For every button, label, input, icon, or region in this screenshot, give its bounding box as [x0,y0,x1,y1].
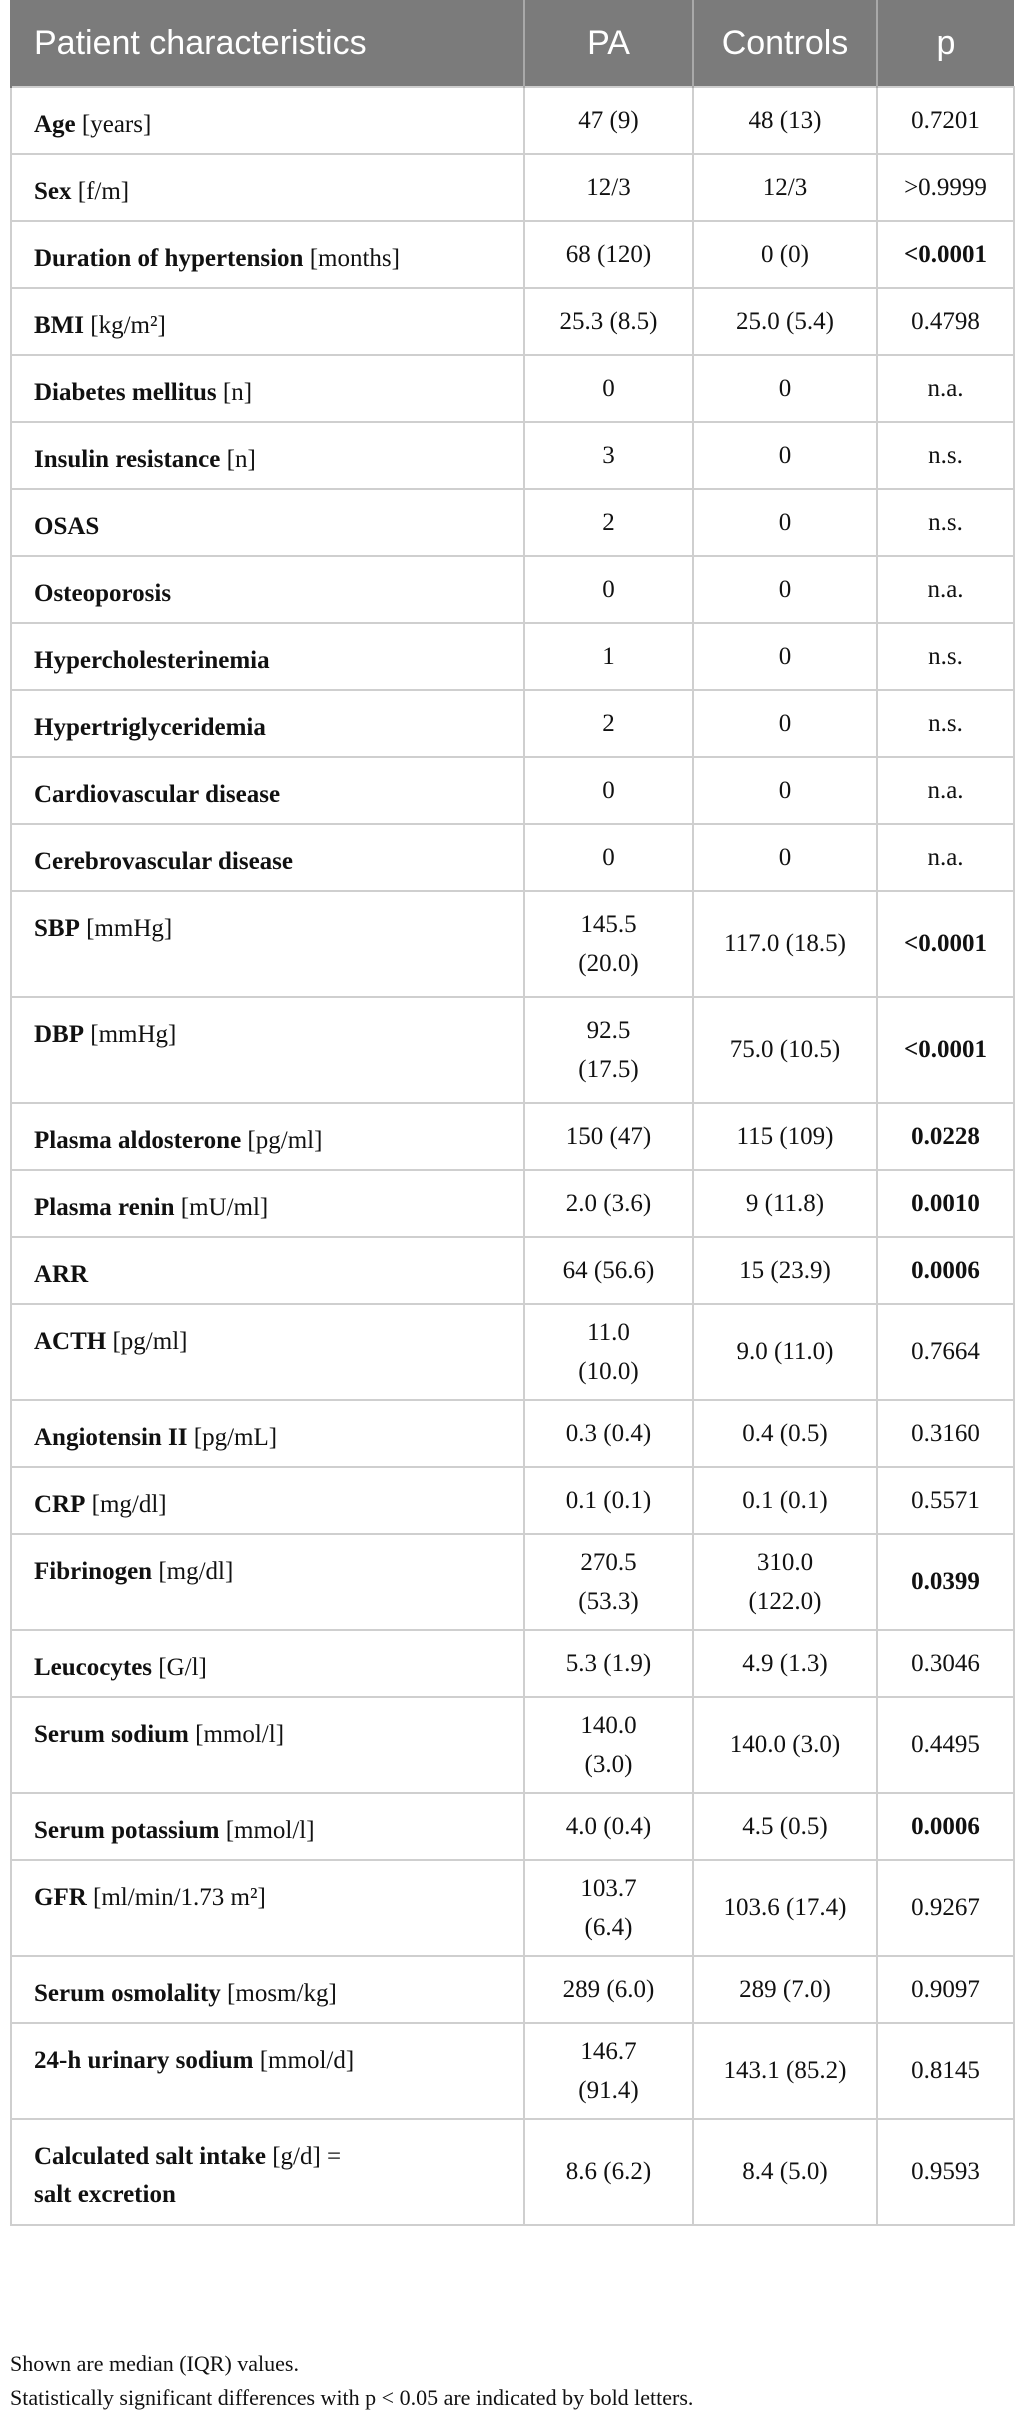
pa-value: 68 (120) [524,221,693,288]
pa-value: 5.3 (1.9) [524,1630,693,1697]
table-row [11,1237,1014,1304]
pa-value: 92.5 (17.5) [524,997,693,1103]
pa-value: 0.3 (0.4) [524,1400,693,1467]
controls-value: 48 (13) [693,87,877,154]
p-value: 0.3160 [877,1400,1014,1467]
row-name: CRP [34,1491,86,1518]
pa-value: 0 [524,824,693,891]
row-label [11,1170,524,1237]
row-name: Fibrinogen [34,1558,153,1585]
controls-value: 117.0 (18.5) [693,891,877,997]
header-controls: Controls [693,0,877,87]
row-unit: [mmHg] [90,1021,177,1048]
controls-value: 9.0 (11.0) [693,1304,877,1400]
row-name: Hypercholesterinemia [34,647,270,674]
row-name: ACTH [34,1328,107,1355]
p-value: 0.9097 [877,1956,1014,2023]
pa-value: 47 (9) [524,87,693,154]
p-value: 0.7664 [877,1304,1014,1400]
pa-value: 0.1 (0.1) [524,1467,693,1534]
controls-value: 15 (23.9) [693,1237,877,1304]
row-label [11,757,524,824]
row-label [11,1630,524,1697]
row-name: Osteoporosis [34,580,172,607]
row-unit: [n] [222,379,253,406]
row-label [11,1467,524,1534]
table-row [11,757,1014,824]
table-row [11,355,1014,422]
p-value: 0.4798 [877,288,1014,355]
row-label [11,997,524,1103]
pa-value: 25.3 (8.5) [524,288,693,355]
controls-value: 0 [693,489,877,556]
pa-value: 0 [524,556,693,623]
table-row [11,1400,1014,1467]
row-unit: [mg/dl] [91,1491,167,1518]
row-label [11,1697,524,1793]
table-row [11,154,1014,221]
row-name: Insulin resistance [34,446,221,473]
row-unit: [G/l] [158,1654,207,1681]
pa-value: 2 [524,690,693,757]
controls-value: 4.9 (1.3) [693,1630,877,1697]
p-value: 0.0006 [877,1237,1014,1304]
row-name: BMI [34,312,84,339]
row-label [11,2023,524,2119]
controls-value: 8.4 (5.0) [693,2119,877,2225]
table-row [11,221,1014,288]
pa-value: 11.0 (10.0) [524,1304,693,1400]
table-row [11,1697,1014,1793]
controls-value: 0 [693,623,877,690]
controls-value: 115 (109) [693,1103,877,1170]
p-value: <0.0001 [877,221,1014,288]
table-row [11,1630,1014,1697]
row-label [11,690,524,757]
row-label [11,87,524,154]
pa-value: 150 (47) [524,1103,693,1170]
table-row [11,997,1014,1103]
row-unit: [g/d] = [272,2143,342,2170]
row-label [11,154,524,221]
controls-value: 0.1 (0.1) [693,1467,877,1534]
pa-value: 4.0 (0.4) [524,1793,693,1860]
pa-value: 270.5 (53.3) [524,1534,693,1630]
row-unit: [mg/dl] [158,1558,234,1585]
table-row [11,1793,1014,1860]
p-value: n.s. [877,422,1014,489]
row-name: Leucocytes [34,1654,153,1681]
controls-value: 0 (0) [693,221,877,288]
row-unit: [mmol/l] [195,1721,285,1748]
row-unit: [mosm/kg] [227,1980,337,2007]
p-value: <0.0001 [877,997,1014,1103]
row-label [11,1237,524,1304]
header-patient-characteristics: Patient characteristics [11,0,524,87]
pa-value: 64 (56.6) [524,1237,693,1304]
row-name: GFR [34,1884,87,1911]
table-row [11,1534,1014,1630]
table-row [11,87,1014,154]
p-value: n.s. [877,489,1014,556]
row-name: Diabetes mellitus [34,379,217,406]
controls-value: 103.6 (17.4) [693,1860,877,1956]
p-value: n.s. [877,690,1014,757]
row-name: Sex [34,178,72,205]
table-row [11,824,1014,891]
table-header-row [11,0,1014,87]
row-name: Plasma renin [34,1194,175,1221]
row-label [11,489,524,556]
pa-value: 8.6 (6.2) [524,2119,693,2225]
pa-value: 289 (6.0) [524,1956,693,2023]
table-row [11,891,1014,997]
controls-value: 0 [693,690,877,757]
row-label [11,623,524,690]
p-value: 0.3046 [877,1630,1014,1697]
table-row [11,1170,1014,1237]
p-value: n.a. [877,824,1014,891]
p-value: 0.0010 [877,1170,1014,1237]
controls-value: 143.1 (85.2) [693,2023,877,2119]
p-value: 0.8145 [877,2023,1014,2119]
pa-value: 2.0 (3.6) [524,1170,693,1237]
row-name: Angiotensin II [34,1424,188,1451]
table-row [11,623,1014,690]
row-label [11,824,524,891]
row-unit: [years] [81,111,152,138]
p-value: n.a. [877,355,1014,422]
row-label [11,891,524,997]
table-row [11,690,1014,757]
table-row [11,2119,1014,2225]
table-row [11,2023,1014,2119]
controls-value: 0 [693,422,877,489]
controls-value: 0 [693,355,877,422]
p-value: 0.9267 [877,1860,1014,1956]
row-unit: [pg/mL] [193,1424,278,1451]
controls-value: 75.0 (10.5) [693,997,877,1103]
row-name: Calculated salt intake [34,2143,266,2170]
header-p: p [877,0,1014,87]
row-name: Cerebrovascular disease [34,848,294,875]
pa-value: 103.7 (6.4) [524,1860,693,1956]
pa-value: 3 [524,422,693,489]
p-value: n.a. [877,556,1014,623]
table-row [11,1467,1014,1534]
row-unit: [mU/ml] [180,1194,269,1221]
row-unit: [kg/m²] [90,312,166,339]
characteristics-table-wrap [10,0,1013,2226]
row-name: OSAS [34,513,100,540]
row-name: Hypertriglyceridemia [34,714,266,741]
table-row [11,422,1014,489]
controls-value: 12/3 [693,154,877,221]
row-name: Cardiovascular disease [34,781,281,808]
controls-value: 9 (11.8) [693,1170,877,1237]
p-value: 0.9593 [877,2119,1014,2225]
controls-value: 140.0 (3.0) [693,1697,877,1793]
row-name: 24-h urinary sodium [34,2047,254,2074]
row-unit: [n] [226,446,256,473]
row-unit: [mmol/d] [259,2047,355,2074]
pa-value: 0 [524,757,693,824]
table-row [11,1956,1014,2023]
row-name: Duration of hypertension [34,245,304,272]
p-value: n.a. [877,757,1014,824]
row-unit: [ml/min/1.73 m²] [93,1884,266,1911]
row-label [11,1860,524,1956]
row-unit: [months] [309,245,400,272]
pa-value: 0 [524,355,693,422]
p-value: <0.0001 [877,891,1014,997]
controls-value: 0.4 (0.5) [693,1400,877,1467]
header-pa: PA [524,0,693,87]
table-footnotes [10,2347,693,2415]
pa-value: 12/3 [524,154,693,221]
row-label [11,1304,524,1400]
controls-value: 0 [693,556,877,623]
footnote-median-iqr: Shown are median (IQR) values. [10,2351,299,2376]
table-row [11,556,1014,623]
table-row [11,1304,1014,1400]
table-row [11,1103,1014,1170]
controls-value: 0 [693,757,877,824]
controls-value: 0 [693,824,877,891]
row-name: Serum potassium [34,1817,220,1844]
table-row [11,489,1014,556]
pa-value: 140.0 (3.0) [524,1697,693,1793]
p-value: 0.0399 [877,1534,1014,1630]
row-name: Plasma aldosterone [34,1127,242,1154]
p-value: n.s. [877,623,1014,690]
table-row [11,1860,1014,1956]
row-name: Serum sodium [34,1721,189,1748]
row-label [11,355,524,422]
p-value: 0.0006 [877,1793,1014,1860]
row-label [11,556,524,623]
row-unit: [f/m] [77,178,130,205]
row-name: SBP [34,915,80,942]
row-name: ARR [34,1261,89,1288]
p-value: 0.5571 [877,1467,1014,1534]
row-name: Serum osmolality [34,1980,221,2007]
row-label [11,2119,524,2225]
controls-value: 289 (7.0) [693,1956,877,2023]
row-name: Age [34,111,76,138]
row-label [11,1103,524,1170]
row-unit: [mmol/l] [225,1817,315,1844]
pa-value: 2 [524,489,693,556]
row-label [11,1400,524,1467]
row-label [11,1793,524,1860]
row-unit: [pg/ml] [112,1328,188,1355]
p-value: 0.7201 [877,87,1014,154]
p-value: >0.9999 [877,154,1014,221]
row-name-cont: salt excretion [34,2181,176,2208]
pa-value: 1 [524,623,693,690]
pa-value: 145.5 (20.0) [524,891,693,997]
row-unit: [pg/ml] [247,1127,323,1154]
row-unit: [mmHg] [86,915,173,942]
row-label [11,288,524,355]
row-label [11,1534,524,1630]
row-label [11,221,524,288]
controls-value: 310.0 (122.0) [693,1534,877,1630]
row-label [11,1956,524,2023]
row-label [11,422,524,489]
patient-characteristics-table [10,0,1015,2226]
row-name: DBP [34,1021,84,1048]
footnote-significance: Statistically significant differences with p < 0.05 are indicated by bold letters. [10,2385,694,2410]
pa-value: 146.7 (91.4) [524,2023,693,2119]
controls-value: 4.5 (0.5) [693,1793,877,1860]
p-value: 0.0228 [877,1103,1014,1170]
p-value: 0.4495 [877,1697,1014,1793]
controls-value: 25.0 (5.4) [693,288,877,355]
table-row [11,288,1014,355]
